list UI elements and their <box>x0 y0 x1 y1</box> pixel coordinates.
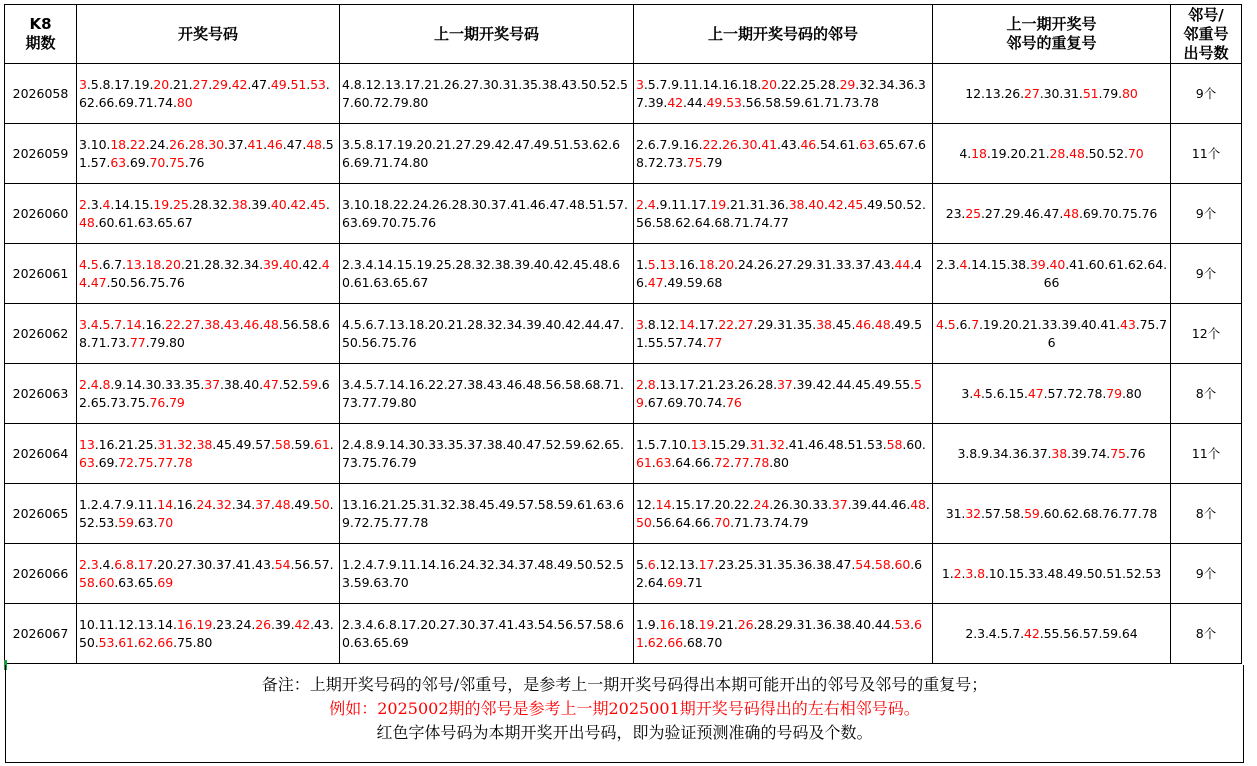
dup-numbers-cell[interactable]: 23.25.27.29.46.47.48.69.70.75.76 <box>933 184 1171 244</box>
count-cell[interactable]: 8个 <box>1171 604 1242 664</box>
neighbor-numbers-cell[interactable]: 1.9.16.18.19.21.26.28.29.31.36.38.40.44.53.61.62.66.68.70 <box>634 604 933 664</box>
table-row <box>5 544 1242 604</box>
prev-numbers-cell[interactable]: 3.10.18.22.24.26.28.30.37.41.46.47.48.51.57.63.69.70.75.76 <box>340 184 634 244</box>
header-period: K8 期数 <box>5 5 77 64</box>
period-cell[interactable]: 2026066 <box>5 544 77 604</box>
period-cell[interactable]: 2026063 <box>5 364 77 424</box>
neighbor-numbers-cell[interactable]: 2.8.13.17.21.23.26.28.37.39.42.44.45.49.55.59.67.69.70.74.76 <box>634 364 933 424</box>
prev-numbers-cell[interactable]: 3.5.8.17.19.20.21.27.29.42.47.49.51.53.62.66.69.71.74.80 <box>340 124 634 184</box>
header-draw: 开奖号码 <box>77 5 340 64</box>
count-cell[interactable]: 8个 <box>1171 364 1242 424</box>
count-cell[interactable]: 9个 <box>1171 544 1242 604</box>
count-cell[interactable]: 8个 <box>1171 484 1242 544</box>
prev-numbers-cell[interactable]: 1.2.4.7.9.11.14.16.24.32.34.37.48.49.50.52.53.59.63.70 <box>340 544 634 604</box>
note-line-3: 红色字体号码为本期开奖开出号码，即为验证预测准确的号码及个数。 <box>376 723 873 742</box>
period-cell[interactable]: 2026064 <box>5 424 77 484</box>
dup-numbers-cell[interactable]: 2.3.4.5.7.42.55.56.57.59.64 <box>933 604 1171 664</box>
draw-numbers-cell[interactable]: 2.3.4.14.15.19.25.28.32.38.39.40.42.45.48.60.61.63.65.67 <box>77 184 340 244</box>
table-row <box>5 484 1242 544</box>
header-count: 邻号/ 邻重号 出号数 <box>1171 5 1242 64</box>
dup-numbers-cell[interactable]: 3.8.9.34.36.37.38.39.74.75.76 <box>933 424 1171 484</box>
draw-numbers-cell[interactable]: 2.3.4.6.8.17.20.27.30.37.41.43.54.56.57.58.60.63.65.69 <box>77 544 340 604</box>
neighbor-numbers-cell[interactable]: 2.6.7.9.16.22.26.30.41.43.46.54.61.63.65.67.68.72.73.75.79 <box>634 124 933 184</box>
prev-numbers-cell[interactable]: 2.3.4.14.15.19.25.28.32.38.39.40.42.45.48.60.61.63.65.67 <box>340 244 634 304</box>
neighbor-numbers-cell[interactable]: 1.5.7.10.13.15.29.31.32.41.46.48.51.53.58.60.61.63.64.66.72.77.78.80 <box>634 424 933 484</box>
neighbor-numbers-cell[interactable]: 2.4.9.11.17.19.21.31.36.38.40.42.45.49.50.52.56.58.62.64.68.71.74.77 <box>634 184 933 244</box>
period-cell[interactable]: 2026062 <box>5 304 77 364</box>
draw-numbers-cell[interactable]: 10.11.12.13.14.16.19.23.24.26.39.42.43.50.53.61.62.66.75.80 <box>77 604 340 664</box>
lottery-table <box>4 4 1242 664</box>
header-dup: 上一期开奖号 邻号的重复号 <box>933 5 1171 64</box>
count-cell[interactable]: 9个 <box>1171 64 1242 124</box>
dup-numbers-cell[interactable]: 4.5.6.7.19.20.21.33.39.40.41.43.75.76 <box>933 304 1171 364</box>
prev-numbers-cell[interactable]: 4.8.12.13.17.21.26.27.30.31.35.38.43.50.52.57.60.72.79.80 <box>340 64 634 124</box>
neighbor-numbers-cell[interactable]: 3.5.7.9.11.14.16.18.20.22.25.28.29.32.34.36.37.39.42.44.49.53.56.58.59.61.71.73.78 <box>634 64 933 124</box>
neighbor-numbers-cell[interactable]: 3.8.12.14.17.22.27.29.31.35.38.45.46.48.49.51.55.57.74.77 <box>634 304 933 364</box>
table-row <box>5 184 1242 244</box>
header-row <box>5 5 1242 64</box>
neighbor-numbers-cell[interactable]: 12.14.15.17.20.22.24.26.30.33.37.39.44.46.48.50.56.64.66.70.71.73.74.79 <box>634 484 933 544</box>
period-cell[interactable]: 2026059 <box>5 124 77 184</box>
prev-numbers-cell[interactable]: 13.16.21.25.31.32.38.45.49.57.58.59.61.63.69.72.75.77.78 <box>340 484 634 544</box>
draw-numbers-cell[interactable]: 13.16.21.25.31.32.38.45.49.57.58.59.61.63.69.72.75.77.78 <box>77 424 340 484</box>
draw-numbers-cell[interactable]: 3.4.5.7.14.16.22.27.38.43.46.48.56.58.68.71.73.77.79.80 <box>77 304 340 364</box>
draw-numbers-cell[interactable]: 1.2.4.7.9.11.14.16.24.32.34.37.48.49.50.52.53.59.63.70 <box>77 484 340 544</box>
table-row <box>5 364 1242 424</box>
draw-numbers-cell[interactable]: 3.5.8.17.19.20.21.27.29.42.47.49.51.53.62.66.69.71.74.80 <box>77 64 340 124</box>
period-cell[interactable]: 2026067 <box>5 604 77 664</box>
table-row <box>5 64 1242 124</box>
notes-panel <box>5 665 1244 763</box>
count-cell[interactable]: 11个 <box>1171 124 1242 184</box>
period-cell[interactable]: 2026065 <box>5 484 77 544</box>
prev-numbers-cell[interactable]: 3.4.5.7.14.16.22.27.38.43.46.48.56.58.68.71.73.77.79.80 <box>340 364 634 424</box>
table-row <box>5 124 1242 184</box>
count-cell[interactable]: 9个 <box>1171 184 1242 244</box>
dup-numbers-cell[interactable]: 31.32.57.58.59.60.62.68.76.77.78 <box>933 484 1171 544</box>
period-cell[interactable]: 2026060 <box>5 184 77 244</box>
prev-numbers-cell[interactable]: 2.3.4.6.8.17.20.27.30.37.41.43.54.56.57.58.60.63.65.69 <box>340 604 634 664</box>
note-line-1: 备注：上期开奖号码的邻号/邻重号，是参考上一期开奖号码得出本期可能开出的邻号及邻号的重复号； <box>261 675 988 694</box>
note-line-2: 例如：2025002期的邻号是参考上一期2025001期开奖号码得出的左右相邻号码。 <box>329 699 920 718</box>
period-cell[interactable]: 2026058 <box>5 64 77 124</box>
header-neighbors: 上一期开奖号码的邻号 <box>634 5 933 64</box>
neighbor-numbers-cell[interactable]: 5.6.12.13.17.23.25.31.35.36.38.47.54.58.60.62.64.69.71 <box>634 544 933 604</box>
draw-numbers-cell[interactable]: 3.10.18.22.24.26.28.30.37.41.46.47.48.51.57.63.69.70.75.76 <box>77 124 340 184</box>
table-row <box>5 604 1242 664</box>
draw-numbers-cell[interactable]: 4.5.6.7.13.18.20.21.28.32.34.39.40.42.44.47.50.56.75.76 <box>77 244 340 304</box>
dup-numbers-cell[interactable]: 1.2.3.8.10.15.33.48.49.50.51.52.53 <box>933 544 1171 604</box>
prev-numbers-cell[interactable]: 4.5.6.7.13.18.20.21.28.32.34.39.40.42.44.47.50.56.75.76 <box>340 304 634 364</box>
table-row <box>5 424 1242 484</box>
draw-numbers-cell[interactable]: 2.4.8.9.14.30.33.35.37.38.40.47.52.59.62.65.73.75.76.79 <box>77 364 340 424</box>
period-cell[interactable]: 2026061 <box>5 244 77 304</box>
table-row <box>5 304 1242 364</box>
dup-numbers-cell[interactable]: 2.3.4.14.15.38.39.40.41.60.61.62.64.66 <box>933 244 1171 304</box>
table-row <box>5 244 1242 304</box>
count-cell[interactable]: 12个 <box>1171 304 1242 364</box>
neighbor-numbers-cell[interactable]: 1.5.13.16.18.20.24.26.27.29.31.33.37.43.44.46.47.49.59.68 <box>634 244 933 304</box>
count-cell[interactable]: 9个 <box>1171 244 1242 304</box>
dup-numbers-cell[interactable]: 4.18.19.20.21.28.48.50.52.70 <box>933 124 1171 184</box>
header-prev: 上一期开奖号码 <box>340 5 634 64</box>
prev-numbers-cell[interactable]: 2.4.8.9.14.30.33.35.37.38.40.47.52.59.62.65.73.75.76.79 <box>340 424 634 484</box>
dup-numbers-cell[interactable]: 3.4.5.6.15.47.57.72.78.79.80 <box>933 364 1171 424</box>
count-cell[interactable]: 11个 <box>1171 424 1242 484</box>
dup-numbers-cell[interactable]: 12.13.26.27.30.31.51.79.80 <box>933 64 1171 124</box>
